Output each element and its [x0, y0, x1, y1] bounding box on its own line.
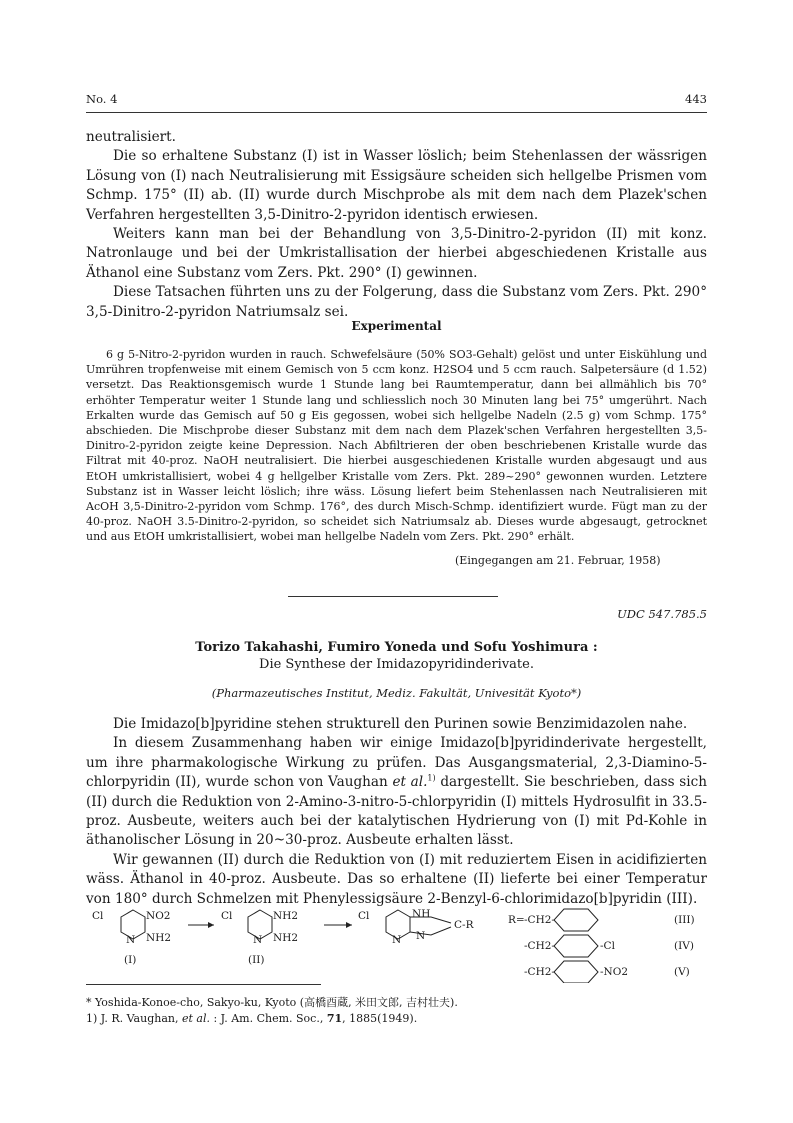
scheme-n-iii-a: N: [392, 934, 402, 946]
received-date: (Eingegangen am 21. Februar, 1958): [455, 554, 661, 567]
experimental-heading: Experimental: [351, 319, 442, 333]
intro-p2: Die so erhaltene Substanz (I) ist in Wasser löslich; beim Stehenlassen der wässrigen Lösung von (I) nach Neutralisierung mit Essigsäure scheiden sich hellgelbe Prismen vom Schmp. 175° (II) ab. (II) wurde durch Mischprobe als mit dem nach dem Plazek'schen Verfahren hergestellten 3,5-Dinitro-2-pyridon identisch erwiesen.: [86, 148, 707, 223]
scheme-ch2-iv: -CH2-: [524, 940, 555, 952]
article-title: Die Synthese der Imidazopyridinderivate.: [259, 657, 534, 672]
scheme-n-ii: N: [253, 934, 263, 946]
benzene-ring-iv: [554, 935, 598, 957]
scheme-n-iii-b: N: [416, 930, 426, 942]
scheme-no2: NO2: [146, 910, 171, 922]
intro-p3: Weiters kann man bei der Behandlung von 3,5-Dinitro-2-pyridon (II) mit konz. Natronlauge und bei der Umkristallisation der hierbei abgeschiedenen Kristalle aus Äthanol eine Substanz vom Zers. Pkt. 290° (I) gewinnen.: [86, 226, 707, 281]
scheme-ch2-iii: -CH2-: [524, 914, 555, 926]
experimental-section: [86, 347, 707, 545]
scheme-n-i: N: [126, 934, 136, 946]
reaction-scheme: [86, 903, 707, 983]
scheme-label-v: (V): [674, 966, 690, 978]
article-p1: Die Imidazo[b]pyridine stehen strukturell den Purinen sowie Benzimidazolen nahe.: [113, 716, 688, 732]
section-divider: [288, 596, 498, 597]
article-p3: Wir gewannen (II) durch die Reduktion von (I) mit reduziertem Eisen in acidifizierten wäss. Äthanol in 40-proz. Ausbeute. Das so erhaltene (II) lieferte bei einer Temperatur von 180° durch Schmelzen mit Phenylessigsäure 2-Benzyl-6-chlorimidazo[b]pyridin (III).: [86, 851, 707, 907]
footnote-rule: [86, 984, 321, 985]
scheme-label-ii: (II): [248, 954, 265, 966]
scheme-nh2-ii-a: NH2: [273, 910, 299, 922]
benzene-ring-iii: [554, 909, 598, 931]
intro-p4: Diese Tatsachen führten uns zu der Folgerung, dass die Substanz vom Zers. Pkt. 290° 3,5-Dinitro-2-pyridon Natriumsalz sei.: [86, 284, 707, 320]
scheme-r-equals: R=: [508, 914, 525, 926]
article-p2: In diesem Zusammenhang haben wir einige Imidazo[b]pyridinderivate hergestellt, um ihre pharmakologische Wirkung zu prüfen. Das Ausgangsmaterial, 2,3-Diamino-5-chlorpyridin (II), wurde schon von Vaughan et al.$^{1)}$ dargestellt. Sie beschrieben, dass sich (II) durch die Reduktion von 2-Amino-3-nitro-5-chlorpyridin (I) mittels Hydrosulfit in 33.5-proz. Ausbeute, weiters auch bei der katalytischen Hydrierung von (I) mit Pd-Kohle in äthanolischer Lösung in 20~30-proz. Ausbeute erhalten lässt.: [86, 735, 707, 849]
scheme-sub-no2: -NO2: [600, 966, 629, 978]
scheme-nh: NH: [412, 908, 431, 920]
header-rule: [86, 112, 707, 113]
scheme-cr: C-R: [454, 919, 474, 931]
scheme-label-iv: (IV): [674, 940, 694, 952]
scheme-cl-i: Cl: [92, 910, 104, 922]
footnote-affiliation: * Yoshida-Konoe-cho, Sakyo-ku, Kyoto (高橋酉蔵, 米田文郎, 吉村壮夫).: [86, 996, 458, 1009]
page-number: 443: [685, 92, 707, 106]
scheme-cl-ii: Cl: [221, 910, 233, 922]
scheme-cl-iii: Cl: [358, 910, 370, 922]
benzene-ring-v: [554, 961, 598, 983]
experimental-text: 6 g 5-Nitro-2-pyridon wurden in rauch. Schwefelsäure (50% SO3-Gehalt) gelöst und unter Eiskühlung und Umrühren tropfenweise mit einem Gemisch von 5 ccm konz. H2SO4 und 5 ccm rauch. Salpetersäure (d 1.52) versetzt. Das Reaktionsgemisch wurde 1 Stunde lang bei Raumtemperatur, dann bei allmählich bis 70° erhöhter Temperatur weiter 1 Stunde lang und schliesslich noch 30 Minuten lang bei 75° umgerührt. Nach Erkalten wurde das Gemisch auf 50 g Eis gegossen, wobei sich hellgelbe Nadeln (2.5 g) vom Schmp. 175° abschieden. Die Mischprobe dieser Substanz mit dem nach dem Plazek'schen Verfahren hergestellten 3,5-Dinitro-2-pyridon zeigte keine Depression. Nach Abfiltrieren der oben beschriebenen Kristalle wurde das Filtrat mit 40-proz. NaOH neutralisiert. Die hierbei ausgeschiedenen Kristalle wurden abgesaugt und aus EtOH umkristallisiert, wobei 4 g hellgelber Kristalle vom Zers. Pkt. 289~290° gewonnen wurden. Letztere Substanz ist in Wasser leicht löslich; ihre wäss. Lösung liefert beim Stehenlassen nach Neutralisieren mit AcOH 3,5-Dinitro-2-pyridon vom Schmp. 176°, des durch Misch-Schmp. identifiziert wurde. Fügt man zu der 40-proz. NaOH 3.5-Dinitro-2-pyridon, so scheidet sich Natriumsalz ab. Dieses wurde abgesaugt, getrocknet und aus EtOH umkristallisiert, wobei man hellgelbe Nadeln vom Zers. Pkt. 290° erhält.: [86, 348, 707, 544]
article-authors: Torizo Takahashi, Fumiro Yoneda und Sofu Yoshimura :: [195, 640, 598, 655]
article-affiliation: (Pharmazeutisches Institut, Mediz. Fakultät, Univesität Kyoto*): [211, 686, 582, 700]
udc-code: UDC 547.785.5: [617, 607, 707, 621]
footnotes: [86, 995, 707, 1027]
intro-p1: neutralisiert.: [86, 129, 176, 145]
scheme-ch2-v: -CH2-: [524, 966, 555, 978]
scheme-nh2-i: NH2: [146, 932, 172, 944]
footnote-reference-1: 1) J. R. Vaughan, et al. : J. Am. Chem. Soc., 71, 1885(1949).: [86, 1012, 418, 1025]
scheme-label-iii: (III): [674, 914, 695, 926]
scheme-label-i: (I): [124, 954, 137, 966]
article-body: [86, 715, 707, 909]
intro-section: [86, 128, 707, 322]
journal-issue: No. 4: [86, 92, 118, 106]
scheme-nh2-ii-b: NH2: [273, 932, 299, 944]
scheme-sub-cl: -Cl: [600, 940, 615, 952]
